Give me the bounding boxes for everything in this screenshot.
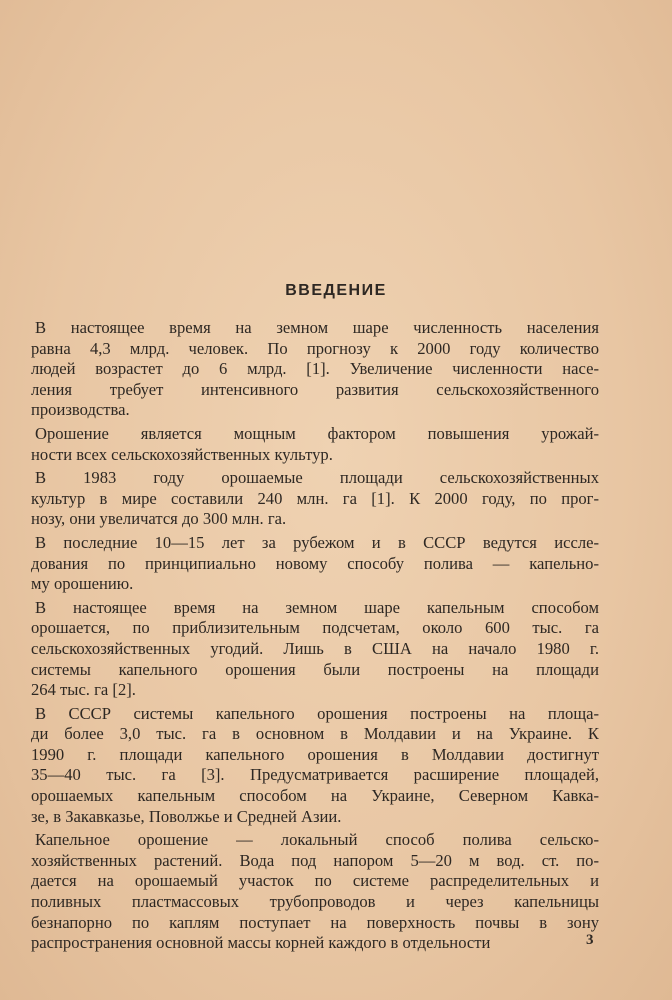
text-line: безнапорно по каплям поступает на поверхность почвы в зону: [31, 912, 599, 932]
text-line: нозу, они увеличатся до 300 млн. га.: [31, 509, 287, 529]
text-line: людей возрастет до 6 млрд. [1]. Увеличение численности насе-: [31, 359, 599, 379]
text-line: дования по принципиально новому способу полива — капельно-: [31, 553, 599, 573]
text-line: В СССР системы капельного орошения построены на площа-: [35, 703, 599, 723]
paragraph: [31, 830, 599, 954]
paragraph: [31, 533, 599, 595]
paragraph: [31, 318, 599, 421]
page-number: 3: [586, 932, 594, 948]
text-line: 264 тыс. га [2].: [31, 680, 136, 700]
text-line: орошаемых капельным способом на Украине, Северном Кавка-: [31, 786, 599, 806]
text-line: поливных пластмассовых трубопроводов и через капельницы: [31, 892, 599, 912]
text-line: В настоящее время на земном шаре численность населения: [35, 318, 599, 337]
text-line: ления требует интенсивного развития сельскохозяйственного: [31, 379, 599, 399]
text-line: зе, в Закавказье, Поволжье и Средней Азии.: [31, 806, 342, 826]
paragraph: [31, 468, 599, 530]
text-line: распространения основной массы корней каждого в отдельности: [31, 933, 491, 953]
text-line: культур в мире составили 240 млн. га [1]. К 2000 году, по прог-: [31, 488, 599, 508]
page-heading: ВВЕДЕНИЕ: [285, 282, 387, 299]
text-line: Орошение является мощным фактором повышения урожай-: [35, 423, 599, 443]
paragraph: [31, 424, 599, 465]
text-line: дается на орошаемый участок по системе распределительных и: [31, 871, 599, 891]
paragraph: [31, 704, 599, 828]
text-line: производства.: [31, 400, 130, 420]
text-line: му орошению.: [31, 574, 134, 594]
text-line: Капельное орошение — локальный способ полива сельско-: [35, 830, 599, 850]
text-line: ности всех сельскохозяйственных культур.: [31, 444, 333, 464]
text-line: 1990 г. площади капельного орошения в Молдавии достигнут: [31, 744, 599, 764]
text-line: В настоящее время на земном шаре капельным способом: [35, 597, 599, 617]
text-line: В 1983 году орошаемые площади сельскохозяйственных: [35, 468, 599, 488]
text-line: ди более 3,0 тыс. га в основном в Молдавии и на Украине. К: [31, 724, 599, 744]
text-line: орошается, по приблизительным подсчетам, около 600 тыс. га: [31, 618, 599, 638]
text-line: сельскохозяйственных угодий. Лишь в США на начало 1980 г.: [31, 638, 599, 658]
text-line: системы капельного орошения были построены на площади: [31, 659, 599, 679]
text-line: 35—40 тыс. га [3]. Предусматривается расширение площадей,: [31, 765, 599, 785]
text-line: В последние 10—15 лет за рубежом и в СССР ведутся иссле-: [35, 532, 599, 552]
paragraph: [31, 598, 599, 701]
text-line: равна 4,3 млрд. человек. По прогнозу к 2000 году количество: [31, 338, 599, 358]
body-text: [31, 318, 599, 957]
text-line: хозяйственных растений. Вода под напором 5—20 м вод. ст. по-: [31, 850, 599, 870]
